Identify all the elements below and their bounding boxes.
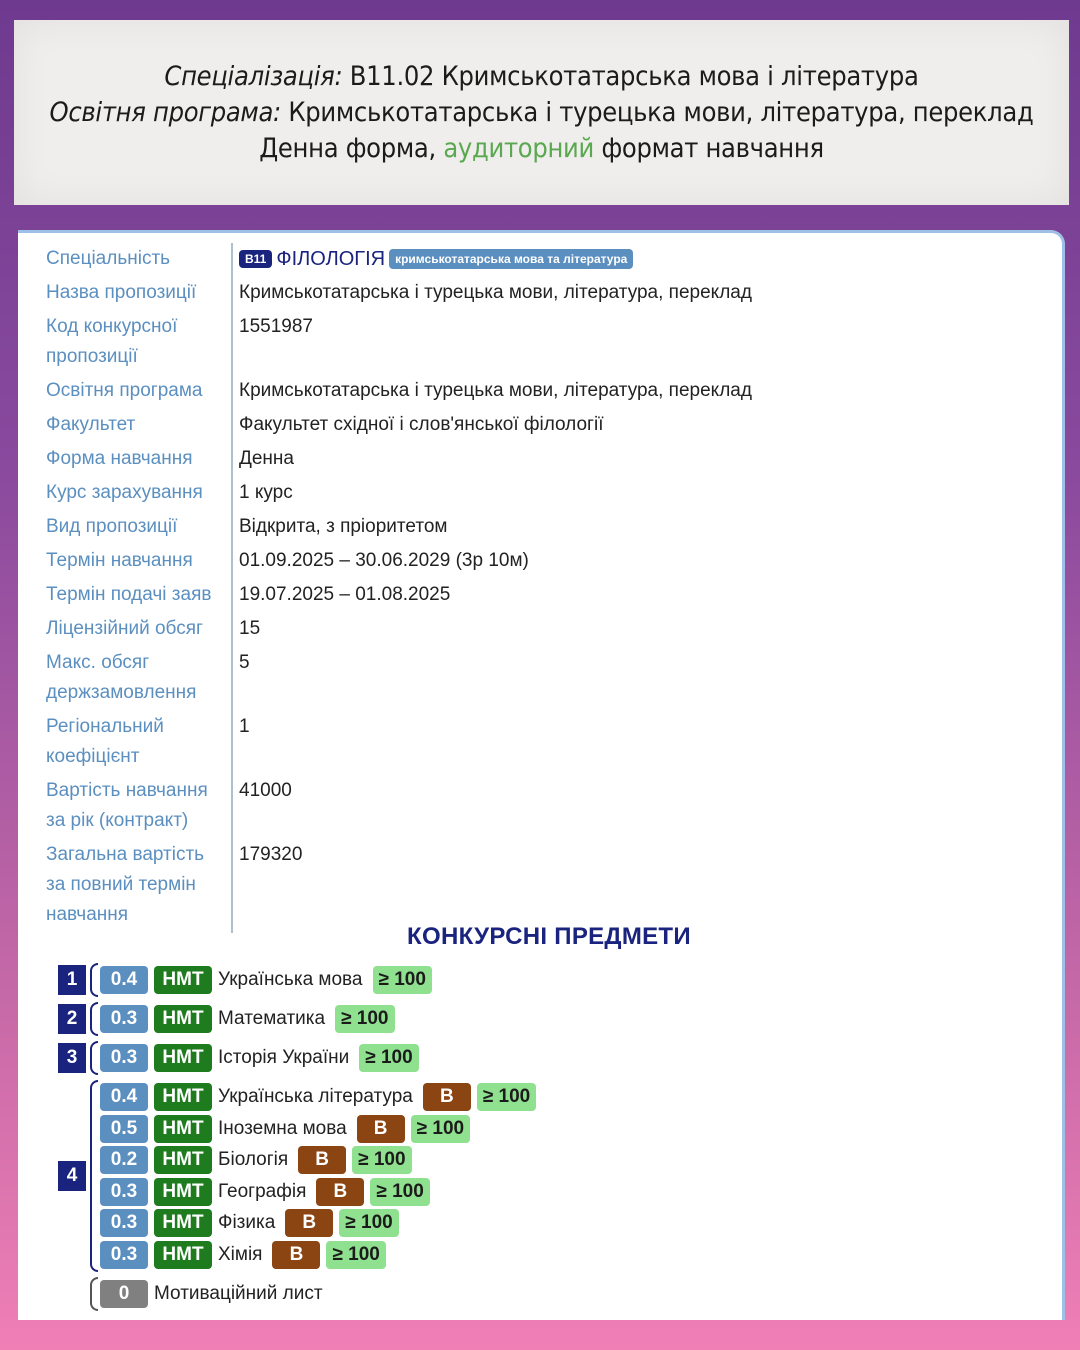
subjects-title: КОНКУРСНІ ПРЕДМЕТИ — [407, 923, 691, 950]
header-program — [50, 95, 1034, 131]
subject-row — [100, 1208, 399, 1238]
subject-name: Іноземна мова — [218, 1118, 347, 1139]
coefficient-badge: 0.3 — [100, 1241, 148, 1269]
elective-tag: В — [285, 1209, 333, 1237]
subject-row — [100, 1082, 536, 1112]
header-format — [259, 131, 824, 167]
group-bracket — [90, 1080, 98, 1272]
info-value: 01.09.2025 – 30.06.2029 (3р 10м) — [239, 550, 529, 571]
header-format-post: формат навчання — [601, 132, 824, 164]
group-number-badge: 2 — [58, 1004, 86, 1034]
exam-type-badge: НМТ — [154, 1044, 212, 1072]
header-program-value: Кримськотатарська і турецька мови, література, переклад — [288, 96, 1034, 128]
group-number-badge: 1 — [58, 965, 86, 995]
info-row — [46, 711, 826, 775]
info-value: Відкрита, з пріоритетом — [239, 516, 448, 537]
min-score-badge: ≥ 100 — [477, 1083, 536, 1111]
info-table — [46, 243, 826, 933]
info-label: Освітня програма — [46, 375, 233, 409]
info-label: Регіональний коефіцієнт — [46, 711, 233, 775]
subject-row — [100, 1240, 386, 1270]
info-value — [233, 243, 633, 277]
info-value: 1 — [239, 716, 250, 737]
min-score-badge: ≥ 100 — [359, 1044, 418, 1072]
group-number-badge: 4 — [58, 1161, 86, 1191]
info-value: 1 курс — [239, 482, 293, 503]
specialty-pill: кримськотатарська мова та література — [389, 249, 633, 269]
info-label: Загальна вартість за повний термін навчання — [46, 839, 233, 933]
min-score-badge: ≥ 100 — [352, 1146, 411, 1174]
subject-row — [100, 1145, 412, 1175]
info-label: Код конкурсної пропозиції — [46, 311, 233, 375]
min-score-badge: ≥ 100 — [373, 966, 432, 994]
info-value: 1551987 — [239, 316, 313, 337]
subject-row — [100, 1114, 470, 1144]
subject-name: Українська література — [218, 1086, 413, 1107]
coefficient-badge: 0.3 — [100, 1178, 148, 1206]
header-format-pre: Денна форма, — [259, 132, 436, 164]
elective-tag: В — [423, 1083, 471, 1111]
info-row — [46, 375, 826, 409]
exam-type-badge: НМТ — [154, 1115, 212, 1143]
info-label: Форма навчання — [46, 443, 233, 477]
info-value: 19.07.2025 – 01.08.2025 — [239, 584, 451, 605]
info-row — [46, 775, 826, 839]
subject-row — [100, 1043, 419, 1073]
group-number-badge: 3 — [58, 1043, 86, 1073]
subject-name: Історія України — [218, 1047, 350, 1068]
info-row — [46, 613, 826, 647]
coefficient-badge: 0.3 — [100, 1209, 148, 1237]
info-row — [46, 243, 826, 277]
subject-row — [100, 1004, 395, 1034]
info-value: Факультет східної і слов'янської філології — [239, 414, 604, 435]
info-value: Кримськотатарська і турецька мови, література, переклад — [239, 282, 752, 303]
info-row — [46, 277, 826, 311]
group-bracket — [90, 963, 98, 997]
info-value: 15 — [239, 618, 261, 639]
exam-type-badge: НМТ — [154, 1005, 212, 1033]
info-row — [46, 511, 826, 545]
exam-type-badge: НМТ — [154, 1209, 212, 1237]
info-value: Кримськотатарська і турецька мови, література, переклад — [239, 380, 752, 401]
coefficient-badge: 0.2 — [100, 1146, 148, 1174]
info-row — [46, 477, 826, 511]
subject-row — [100, 1177, 430, 1207]
subject-name: Хімія — [218, 1244, 263, 1265]
elective-tag: В — [316, 1178, 364, 1206]
motivation-row — [100, 1279, 333, 1309]
info-row — [46, 311, 826, 375]
info-value: 179320 — [239, 844, 303, 865]
header-format-green: аудиторний — [443, 132, 595, 164]
min-score-badge: ≥ 100 — [326, 1241, 385, 1269]
exam-type-badge: НМТ — [154, 1178, 212, 1206]
coefficient-badge: 0.3 — [100, 1005, 148, 1033]
motivation-coefficient: 0 — [100, 1280, 148, 1308]
info-label: Термін навчання — [46, 545, 233, 579]
group-bracket — [90, 1002, 98, 1036]
info-label: Вид пропозиції — [46, 511, 233, 545]
info-label: Вартість навчання за рік (контракт) — [46, 775, 233, 839]
subject-name: Біологія — [218, 1149, 289, 1170]
specialty-name: ФІЛОЛОГІЯ — [276, 248, 386, 270]
subject-name: Фізика — [218, 1212, 276, 1233]
motivation-name: Мотиваційний лист — [154, 1283, 323, 1304]
exam-type-badge: НМТ — [154, 1083, 212, 1111]
elective-tag: В — [298, 1146, 346, 1174]
min-score-badge: ≥ 100 — [335, 1005, 394, 1033]
min-score-badge: ≥ 100 — [339, 1209, 398, 1237]
coefficient-badge: 0.4 — [100, 1083, 148, 1111]
info-row — [46, 647, 826, 711]
info-label: Термін подачі заяв — [46, 579, 233, 613]
header-specialization-label: Спеціалізація: — [164, 60, 343, 92]
elective-tag: В — [272, 1241, 320, 1269]
min-score-badge: ≥ 100 — [370, 1178, 429, 1206]
info-row — [46, 443, 826, 477]
info-row — [46, 839, 826, 933]
info-label: Назва пропозиції — [46, 277, 233, 311]
exam-type-badge: НМТ — [154, 1241, 212, 1269]
min-score-badge: ≥ 100 — [411, 1115, 470, 1143]
elective-tag: В — [357, 1115, 405, 1143]
info-label: Ліцензійний обсяг — [46, 613, 233, 647]
info-value: Денна — [239, 448, 294, 469]
exam-type-badge: НМТ — [154, 1146, 212, 1174]
coefficient-badge: 0.4 — [100, 966, 148, 994]
group-bracket — [90, 1041, 98, 1075]
info-row — [46, 579, 826, 613]
info-label: Курс зарахування — [46, 477, 233, 511]
header-program-label: Освітня програма: — [49, 96, 281, 128]
info-card — [18, 230, 1065, 1320]
info-label: Факультет — [46, 409, 233, 443]
info-label: Макс. обсяг держзамовлення — [46, 647, 233, 711]
subject-name: Математика — [218, 1008, 326, 1029]
header-banner — [14, 20, 1069, 205]
subject-name: Географія — [218, 1181, 307, 1202]
info-value: 5 — [239, 652, 250, 673]
header-specialization-value: B11.02 Кримськотатарська мова і література — [349, 60, 919, 92]
info-row — [46, 409, 826, 443]
motivation-bracket — [90, 1277, 98, 1311]
coefficient-badge: 0.5 — [100, 1115, 148, 1143]
info-value: 41000 — [239, 780, 292, 801]
subject-row — [100, 965, 432, 995]
specialty-code-badge: B11 — [239, 250, 272, 268]
coefficient-badge: 0.3 — [100, 1044, 148, 1072]
subject-name: Українська мова — [218, 969, 363, 990]
header-specialization — [164, 59, 918, 95]
info-row — [46, 545, 826, 579]
exam-type-badge: НМТ — [154, 966, 212, 994]
info-label: Спеціальність — [46, 243, 233, 277]
